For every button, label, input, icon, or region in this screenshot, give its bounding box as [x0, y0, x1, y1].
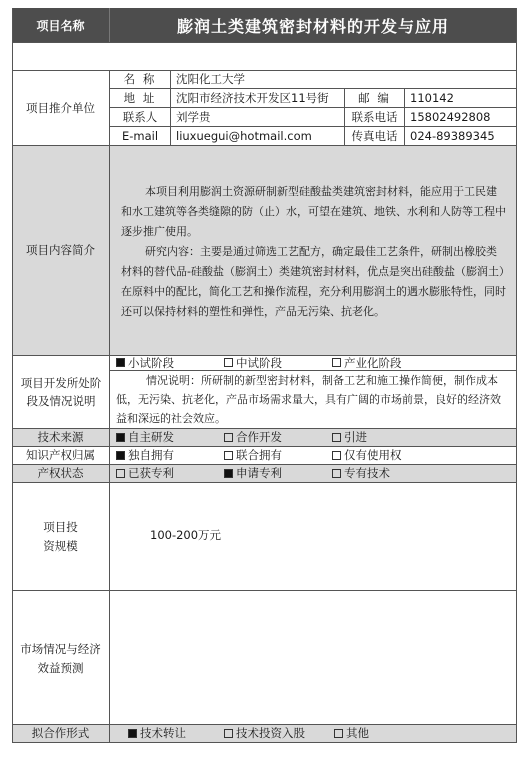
checkbox-empty-icon — [224, 433, 233, 442]
checkbox-empty-icon — [224, 729, 233, 738]
checkbox-empty-icon — [332, 358, 341, 367]
unit-inner-divider — [404, 88, 405, 145]
label-column-divider — [109, 70, 110, 743]
investment-label-line-2: 资规模 — [43, 539, 78, 553]
investment-label — [12, 518, 109, 556]
market-label — [12, 640, 109, 678]
cooperation-label: 拟合作形式 — [31, 726, 90, 740]
checkbox-checked-icon — [116, 433, 125, 442]
checkbox-empty-icon — [332, 433, 341, 442]
ip-owner-options — [116, 446, 402, 464]
stage-option[interactable]: 产业化阶段 — [332, 355, 402, 371]
checkbox-checked-icon — [116, 358, 125, 367]
project-name-label: 项目名称 — [36, 18, 85, 33]
intro-label: 项目内容简介 — [26, 243, 95, 257]
checkbox-empty-icon — [332, 469, 341, 478]
address-label: 地 址 — [123, 90, 157, 105]
fax-label: 传真电话 — [351, 128, 398, 143]
project-title: 膨润土类建筑密封材料的开发与应用 — [176, 16, 449, 36]
outer-right-border — [516, 8, 517, 743]
ip-status-label: 产权状态 — [37, 466, 84, 480]
checkbox-checked-icon — [116, 451, 125, 460]
stage-option[interactable]: 小试阶段 — [116, 355, 224, 371]
ip-status-option[interactable]: 专有技术 — [332, 465, 390, 481]
cooperation-option[interactable]: 技术转让 — [128, 725, 224, 741]
row-line — [12, 590, 517, 591]
intro-paragraph-2: 研究内容：主要是通过筛选工艺配方，确定最佳工艺条件，研制出橡胶类材料的替代品-硅酸盐（膨润土）类建筑密封材料，优点是突出硅酸盐（膨润土）在原料中的配比，简化工艺和操作流程，充分利用膨润土的遇水膨胀特性，同时还可以保持材料的塑性和弹性，产品无污染、抗老化。 — [121, 245, 506, 318]
email-label: E-mail — [121, 128, 159, 143]
address-value: 沈阳市经济技术开发区11号街 — [176, 90, 329, 105]
ip-owner-label: 知识产权归属 — [26, 448, 95, 462]
checkbox-empty-icon — [224, 451, 233, 460]
postcode-label: 邮 编 — [358, 90, 391, 105]
ip-owner-option[interactable]: 仅有使用权 — [332, 447, 402, 463]
row-line — [12, 742, 517, 743]
checkbox-checked-icon — [224, 469, 233, 478]
intro-paragraph-1: 本项目利用膨润土资源研制新型硅酸盐类建筑密封材料，能应用于工民建和水工建筑等各类缝隙的防（止）水，可望在建筑、地铁、水利和人防等工程中逐步推广使用。 — [121, 185, 506, 238]
ip-owner-option[interactable]: 独自拥有 — [116, 447, 224, 463]
cooperation-options — [128, 724, 369, 742]
tech-source-option[interactable]: 引进 — [332, 429, 367, 445]
investment-value: 100-200万元 — [150, 528, 222, 542]
phone-value: 15802492808 — [410, 109, 491, 124]
checkbox-empty-icon — [332, 451, 341, 460]
stage-label: 项目开发所处阶段及情况说明 — [20, 376, 102, 408]
tech-source-options — [116, 428, 367, 446]
row-line — [12, 42, 517, 43]
name-label: 名 称 — [123, 72, 157, 86]
unit-inner-divider — [170, 70, 171, 145]
cooperation-option[interactable]: 技术投资入股 — [224, 725, 334, 741]
cooperation-option[interactable]: 其他 — [334, 725, 369, 741]
market-label-line-1: 市场情况与经济 — [20, 642, 101, 656]
fax-value: 024-89389345 — [410, 128, 495, 143]
unit-label: 项目推介单位 — [26, 100, 95, 115]
ip-status-options — [116, 464, 390, 482]
ip-owner-option[interactable]: 联合拥有 — [224, 447, 332, 463]
tech-source-option[interactable]: 自主研发 — [116, 429, 224, 445]
stage-description: 情况说明：所研制的新型密封材料，制备工艺和施工操作简便，制作成本低，无污染、抗老化，产品市场需求量大，具有广阔的市场前景，良好的经济效益和深远的社会效应。 — [116, 374, 501, 425]
contact-value: 刘学贵 — [176, 109, 211, 124]
tech-source-label: 技术来源 — [37, 430, 84, 444]
checkbox-checked-icon — [128, 729, 137, 738]
checkbox-empty-icon — [116, 469, 125, 478]
email-value: liuxuegui@hotmail.com — [176, 128, 312, 143]
contact-label: 联系人 — [122, 109, 158, 124]
phone-label: 联系电话 — [351, 109, 398, 124]
postcode-value: 110142 — [410, 90, 454, 105]
checkbox-empty-icon — [334, 729, 343, 738]
ip-status-option[interactable]: 已获专利 — [116, 465, 224, 481]
market-label-line-2: 效益预测 — [37, 661, 84, 675]
name-value: 沈阳化工大学 — [176, 72, 245, 86]
stage-options — [116, 355, 402, 370]
stage-option[interactable]: 中试阶段 — [224, 355, 332, 371]
row-line — [12, 482, 517, 483]
investment-label-line-1: 项目投 — [43, 520, 78, 534]
ip-status-option[interactable]: 申请专利 — [224, 465, 332, 481]
checkbox-empty-icon — [224, 358, 233, 367]
tech-source-option[interactable]: 合作开发 — [224, 429, 332, 445]
